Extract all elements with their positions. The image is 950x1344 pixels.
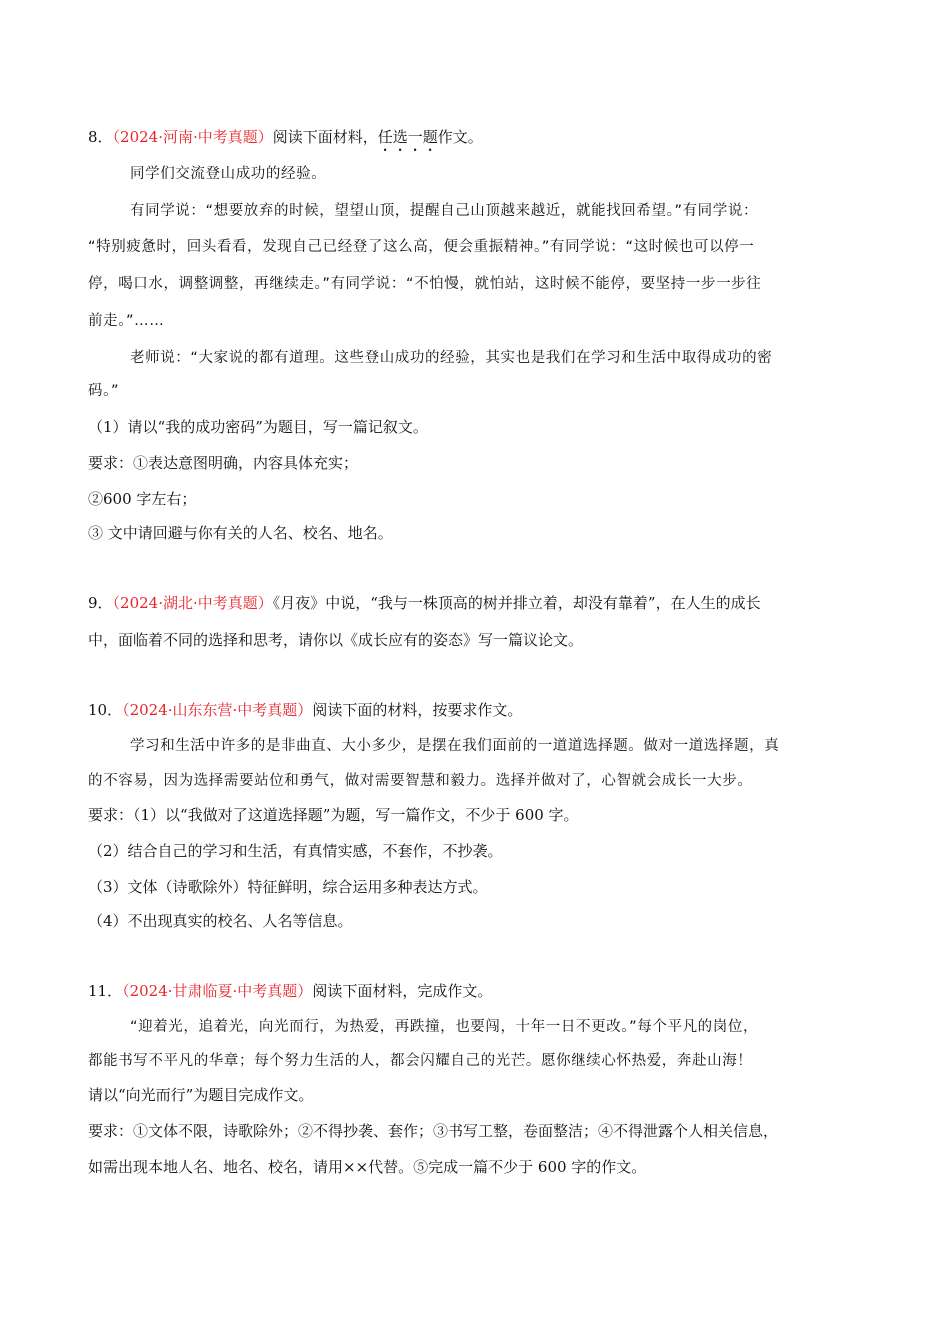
question-text-line: 中，面临着不同的选择和思考，请你以《成长应有的姿态》写一篇议论文。	[88, 631, 584, 649]
source-tag: （2024·山东东营·中考真题）	[122, 701, 313, 719]
material-line: 都能书写不平凡的华章；每个努力生活的人，都会闪耀自己的光芒。愿你继续心怀热爱，奔赴山海！	[88, 1053, 753, 1069]
q9-heading: 9．（2024·湖北·中考真题）《月夜》中说，“我与一株顶高的树并排立着，却没有靠着”，在人生的成长	[88, 594, 761, 612]
question-number: 8．	[88, 128, 113, 146]
material-line: 码。”	[88, 383, 120, 399]
q8-heading: 8．（2024·河南·中考真题）阅读下面材料，任选一题作文。	[88, 128, 483, 146]
material-line: 老师说：“大家说的都有道理。这些登山成功的经验，其实也是我们在学习和生活中取得成功的密	[130, 350, 773, 366]
material-line: 学习和生活中许多的是非曲直、大小多少，是摆在我们面前的一道道选择题。做对一道选择题，真	[130, 738, 780, 754]
material-line: “迎着光，追着光，向光而行，为热爱，再跌撞，也要闯，十年一日不更改。”每个平凡的岗位，	[130, 1019, 759, 1035]
prompt-line: 请以“向光而行”为题目完成作文。	[88, 1086, 314, 1104]
material-line: 停，喝口水，调整调整，再继续走。”有同学说：“不怕慢，就怕站，这时候不能停，要坚持一步一步往	[88, 276, 762, 292]
requirement-line: ③ 文中请回避与你有关的人名、校名、地名。	[88, 524, 393, 542]
requirement-line: （3）文体（诗歌除外）特征鲜明，综合运用多种表达方式。	[88, 878, 488, 896]
requirement-line: （4）不出现真实的校名、人名等信息。	[88, 912, 353, 930]
material-line: 有同学说：“想要放弃的时候，望望山顶，提醒自己山顶越来越近，就能找回希望。”有同学说：	[130, 203, 759, 219]
emphasized-text: 任选一题	[377, 128, 438, 146]
material-line: “特别疲惫时，回头看看，发现自己已经登了这么高，便会重振精神。”有同学说：“这时候也可以停一	[88, 239, 755, 255]
requirement-line: 要求：①表达意图明确，内容具体充实；	[88, 454, 359, 472]
material-line: 前走。”……	[88, 313, 165, 329]
source-tag: （2024·甘肃临夏·中考真题）	[122, 982, 313, 1000]
material-line: 同学们交流登山成功的经验。	[130, 166, 327, 182]
requirement-line: （2）结合自己的学习和生活，有真情实感，不套作，不抄袭。	[88, 842, 503, 860]
requirement-line: 如需出现本地人名、地名、校名，请用××代替。⑤完成一篇不少于 600 字的作文。	[88, 1158, 647, 1176]
requirement-line: 要求：①文体不限，诗歌除外；②不得抄袭、套作；③书写工整，卷面整洁；④不得泄露个人相关信息，	[88, 1122, 779, 1140]
source-tag: （2024·河南·中考真题）	[112, 128, 273, 146]
material-line: 的不容易，因为选择需要站位和勇气，做对需要智慧和毅力。选择并做对了，心智就会成长一大步。	[88, 773, 753, 789]
requirement-line: （1）请以“我的成功密码”为题目，写一篇记叙文。	[88, 418, 428, 436]
question-number: 11．	[88, 982, 123, 1000]
requirement-line: ②600 字左右；	[88, 490, 197, 508]
question-number: 9．	[88, 594, 113, 612]
question-number: 10．	[88, 701, 123, 719]
requirement-line: 要求：（1）以“我做对了这道选择题”为题，写一篇作文，不少于 600 字。	[88, 806, 579, 824]
source-tag: （2024·湖北·中考真题）	[112, 594, 273, 612]
q10-heading: 10．（2024·山东东营·中考真题）阅读下面的材料，按要求作文。	[88, 701, 523, 719]
q11-heading: 11．（2024·甘肃临夏·中考真题）阅读下面材料，完成作文。	[88, 982, 493, 1000]
